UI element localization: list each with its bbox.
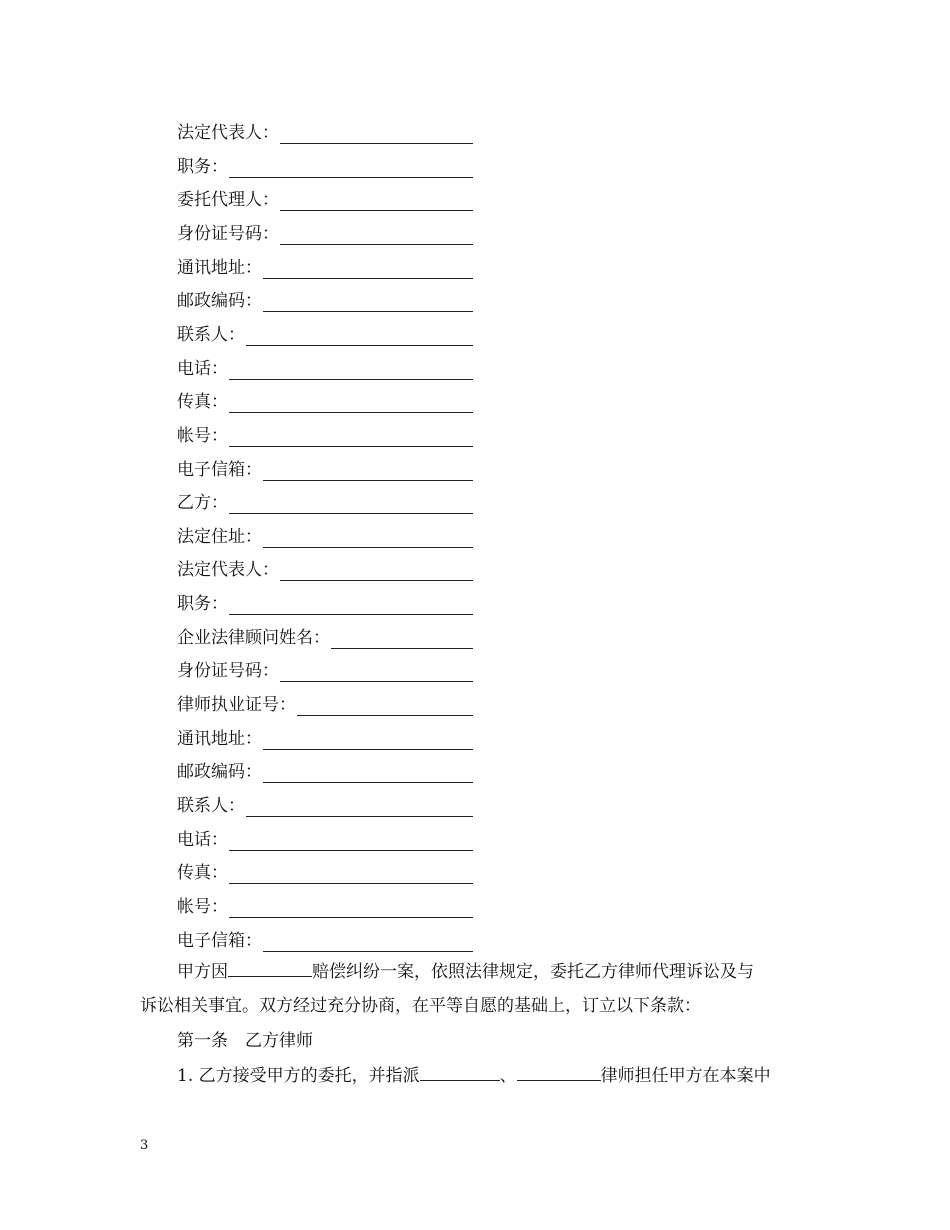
form-field-row (177, 518, 473, 548)
field-blank-line[interactable] (263, 463, 473, 481)
field-label: 乙方： (177, 493, 228, 514)
field-label: 联系人： (177, 796, 245, 816)
form-field-row (177, 417, 473, 447)
field-blank-line[interactable] (229, 866, 473, 884)
form-field-row (177, 686, 473, 716)
form-field-row (177, 282, 473, 312)
form-field-row (177, 585, 473, 615)
field-blank-line[interactable] (263, 732, 473, 750)
field-label: 帐号： (177, 896, 228, 917)
form-field-row (177, 215, 473, 245)
field-blank-line[interactable] (263, 294, 473, 312)
field-blank-line[interactable] (331, 631, 473, 649)
field-label: 法定代表人： (177, 560, 279, 581)
form-field-row (177, 249, 473, 279)
form-field-row (177, 316, 473, 346)
field-blank-line[interactable] (229, 160, 473, 178)
field-blank-line[interactable] (280, 664, 473, 682)
field-blank-line[interactable] (280, 126, 473, 144)
form-field-row (177, 854, 473, 884)
article-1-heading (177, 1030, 313, 1052)
field-label: 帐号： (177, 425, 228, 446)
form-field-row (177, 619, 473, 649)
field-label: 律师执业证号： (177, 695, 296, 716)
article-heading-text: 第一条 乙方律师 (177, 1031, 313, 1051)
field-blank-line[interactable] (280, 227, 473, 245)
field-label: 电话： (177, 358, 228, 379)
form-field-row (177, 821, 473, 851)
field-label: 电话： (177, 829, 228, 850)
field-label: 身份证号码： (177, 223, 279, 244)
form-field-row (177, 181, 473, 211)
field-blank-line[interactable] (297, 698, 473, 716)
form-field-row (177, 451, 473, 481)
field-blank-line[interactable] (229, 395, 473, 413)
page-number: 3 (140, 1138, 149, 1153)
field-label: 电子信箱： (177, 930, 262, 951)
form-field-row (177, 383, 473, 413)
form-field-row (177, 652, 473, 682)
field-label: 法定住址： (177, 526, 262, 547)
field-blank-line[interactable] (263, 261, 473, 279)
lawyer-name-blank-1[interactable] (420, 1064, 500, 1081)
field-blank-line[interactable] (263, 765, 473, 783)
field-label: 联系人： (177, 324, 245, 345)
field-blank-line[interactable] (229, 496, 473, 514)
field-label: 传真： (177, 863, 228, 884)
field-label: 通讯地址： (177, 728, 262, 749)
intro-text-b: 赔偿纠纷一案，依照法律规定，委托乙方律师代理诉讼及与 (312, 962, 754, 982)
field-blank-line[interactable] (263, 934, 473, 952)
intro-text-a: 甲方因 (177, 962, 228, 982)
form-field-row (177, 922, 473, 952)
form-field-row (177, 350, 473, 380)
field-label: 职务： (177, 594, 228, 615)
field-blank-line[interactable] (246, 799, 473, 817)
field-blank-line[interactable] (229, 429, 473, 447)
field-blank-line[interactable] (263, 530, 473, 548)
form-field-row (177, 484, 473, 514)
field-label: 邮政编码： (177, 291, 262, 312)
article-1-item-1 (177, 1064, 771, 1087)
form-field-row (177, 148, 473, 178)
form-field-row (177, 551, 473, 581)
item-text-c: 律师担任甲方在本案中 (600, 1066, 771, 1086)
field-blank-line[interactable] (229, 833, 473, 851)
form-field-row (177, 720, 473, 750)
field-label: 邮政编码： (177, 762, 262, 783)
field-blank-line[interactable] (229, 362, 473, 380)
intro-text-2: 诉讼相关事宜。双方经过充分协商，在平等自愿的基础上，订立以下条款： (140, 996, 701, 1016)
field-label: 传真： (177, 392, 228, 413)
field-blank-line[interactable] (229, 597, 473, 615)
field-label: 身份证号码： (177, 661, 279, 682)
field-label: 电子信箱： (177, 459, 262, 480)
intro-line-2 (140, 995, 701, 1017)
field-blank-line[interactable] (246, 328, 473, 346)
form-field-row (177, 753, 473, 783)
field-label: 企业法律顾问姓名： (177, 627, 330, 648)
form-field-row (177, 787, 473, 817)
item-text-a: 1. 乙方接受甲方的委托，并指派 (177, 1066, 420, 1086)
case-type-blank[interactable] (228, 960, 312, 977)
form-field-row (177, 888, 473, 918)
item-text-b: 、 (499, 1066, 517, 1086)
field-label: 通讯地址： (177, 257, 262, 278)
field-blank-line[interactable] (280, 193, 473, 211)
field-label: 职务： (177, 156, 228, 177)
field-label: 法定代表人： (177, 123, 279, 143)
field-blank-line[interactable] (280, 563, 473, 581)
lawyer-name-blank-2[interactable] (517, 1064, 601, 1081)
field-label: 委托代理人： (177, 190, 279, 211)
form-field-row (177, 114, 473, 144)
intro-line-1 (177, 960, 754, 983)
field-blank-line[interactable] (229, 900, 473, 918)
